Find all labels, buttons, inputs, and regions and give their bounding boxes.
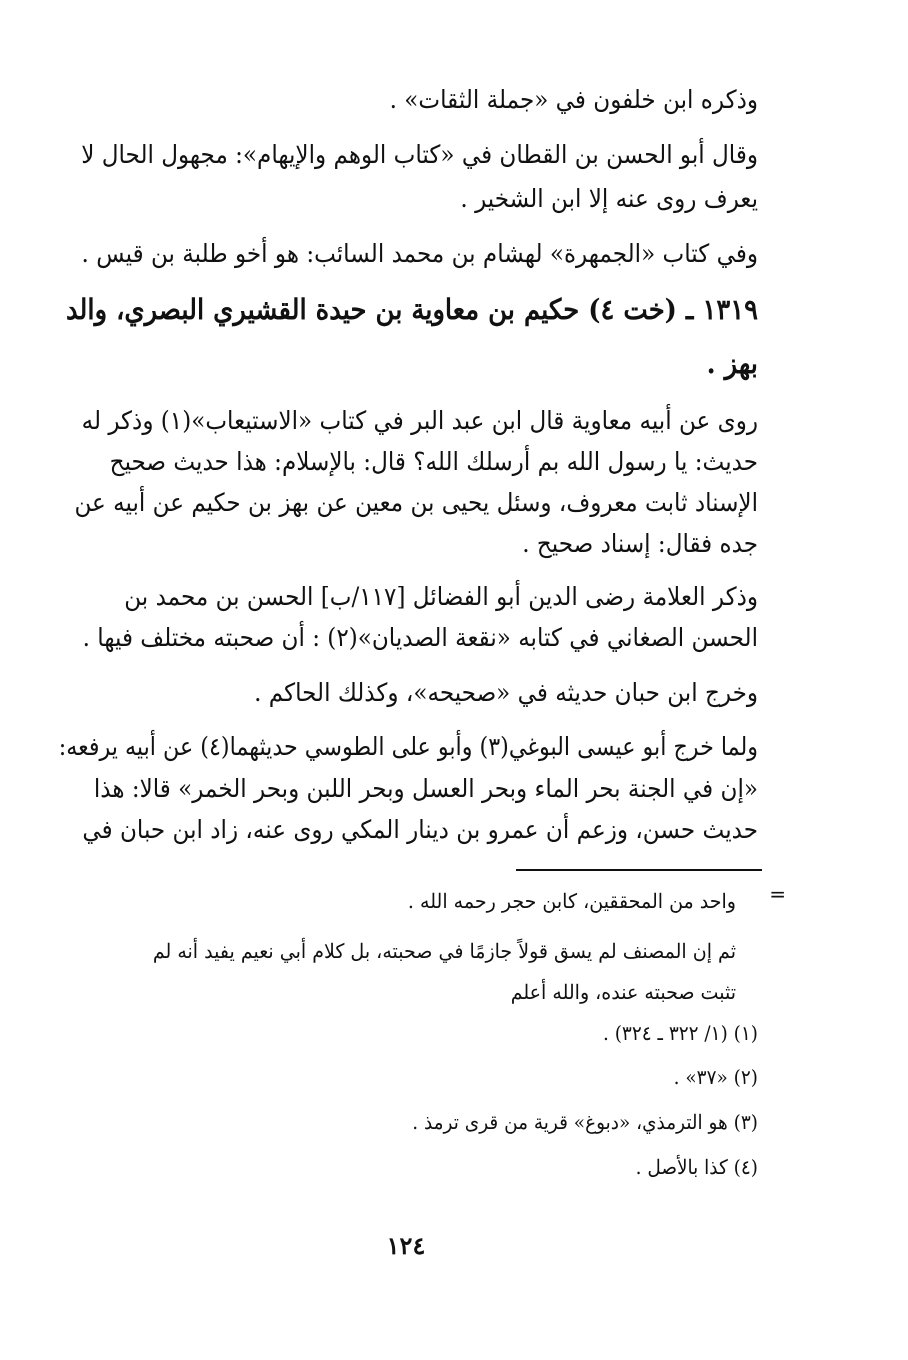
footnote: (٣) هو الترمذي، «دبوغ» قرية من قرى ترمذ . bbox=[412, 1110, 758, 1134]
page-number: ١٢٤ bbox=[386, 1231, 426, 1260]
footnote-separator bbox=[516, 869, 762, 871]
footnote: (٢) «٣٧» . bbox=[673, 1065, 758, 1089]
entry-heading: بهز . bbox=[706, 347, 758, 380]
body-line: روى عن أبيه معاوية قال ابن عبد البر في كتاب «الاستيعاب»(١) وذكر له bbox=[81, 406, 758, 435]
body-line: وخرج ابن حبان حديثه في «صحيحه»، وكذلك الحاكم . bbox=[254, 678, 758, 707]
body-line: ولما خرج أبو عيسى البوغي(٣) وأبو على الطوسي حديثهما(٤) عن أبيه يرفعه: bbox=[58, 732, 758, 761]
body-line: الإسناد ثابت معروف، وسئل يحيى بن معين عن بهز بن حكيم عن أبيه عن bbox=[74, 488, 758, 517]
body-line: وذكره ابن خلفون في «جملة الثقات» . bbox=[389, 85, 758, 114]
footnote-carry-line: تثبت صحبته عنده، والله أعلم bbox=[510, 980, 736, 1004]
footnote: (٤) كذا بالأصل . bbox=[635, 1155, 758, 1179]
footnote: (١) (١/ ٣٢٢ ـ ٣٢٤) . bbox=[602, 1021, 758, 1045]
body-line: وفي كتاب «الجمهرة» لهشام بن محمد السائب: هو أخو طلبة بن قيس . bbox=[81, 239, 759, 268]
body-line: جده فقال: إسناد صحيح . bbox=[522, 529, 758, 558]
footnote-carry-line: ثم إن المصنف لم يسق قولاً جازمًا في صحبته، بل كلام أبي نعيم يفيد أنه لم bbox=[152, 939, 736, 963]
footnote-continuation-mark: = bbox=[769, 882, 786, 906]
body-line: وقال أبو الحسن بن القطان في «كتاب الوهم والإيهام»: مجهول الحال لا bbox=[81, 140, 759, 169]
body-line: الحسن الصغاني في كتابه «نقعة الصديان»(٢) : أن صحبته مختلف فيها . bbox=[82, 623, 758, 652]
body-line: يعرف روى عنه إلا ابن الشخير . bbox=[460, 184, 758, 213]
footnote-carry-line: واحد من المحققين، كابن حجر رحمه الله . bbox=[407, 889, 736, 913]
entry-heading: ١٣١٩ ـ (خت ٤) حكيم بن معاوية بن حيدة القشيري البصري، والد bbox=[65, 293, 758, 326]
body-line: حديث: يا رسول الله بم أرسلك الله؟ قال: بالإسلام: هذا حديث صحيح bbox=[109, 447, 758, 476]
body-line: «إن في الجنة بحر الماء وبحر العسل وبحر اللبن وبحر الخمر» قالا: هذا bbox=[93, 774, 758, 803]
body-line: حديث حسن، وزعم أن عمرو بن دينار المكي روى عنه، زاد ابن حبان في bbox=[82, 815, 758, 844]
body-line: وذكر العلامة رضى الدين أبو الفضائل [١١٧/ب] الحسن بن محمد بن bbox=[124, 582, 758, 611]
